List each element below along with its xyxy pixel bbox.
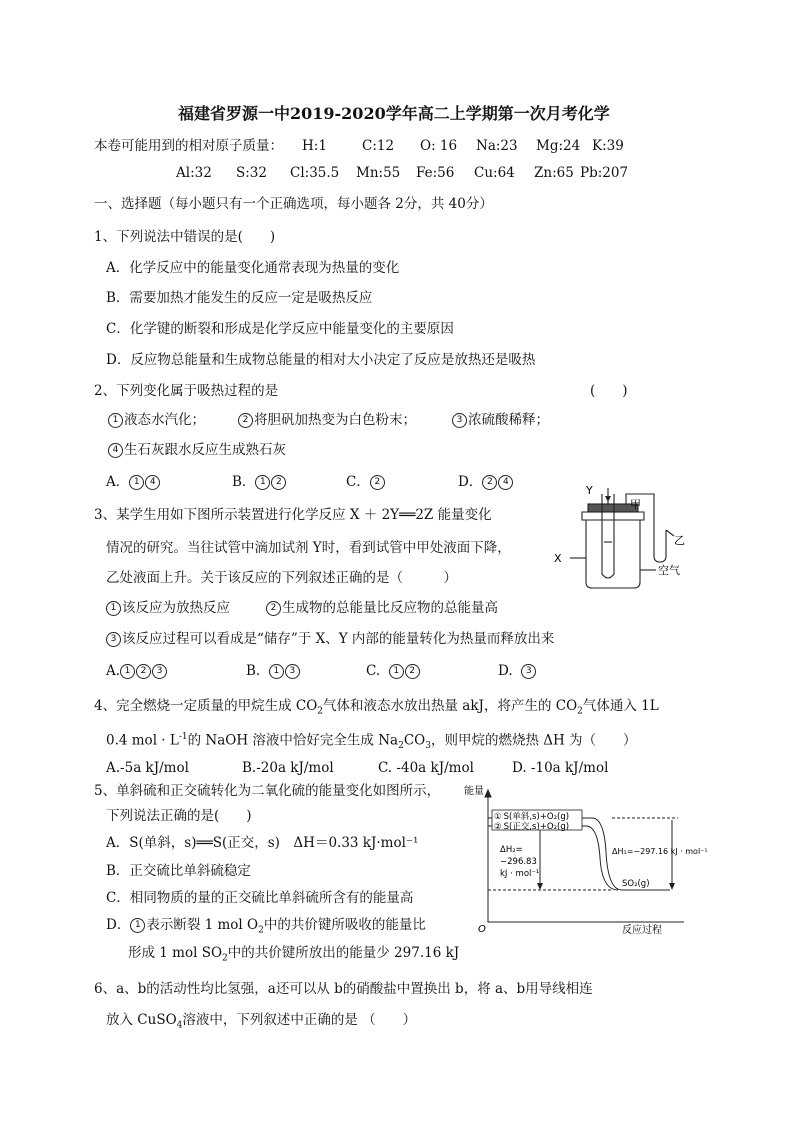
dh2-label-c: kJ · mol⁻¹	[500, 869, 540, 879]
q5-option-a: A．S(单斜，s)══S(正交，s) ΔH＝0.33 kJ·mol⁻¹	[106, 835, 419, 851]
q1-option-d: D．反应物总能量和生成物总能量的相对大小决定了反应是放热还是吸热	[106, 352, 536, 368]
atomic-mass-mn: Mn:55	[356, 165, 401, 181]
circled-2-icon: 2	[370, 475, 385, 490]
q2-statement-1: 1 液态水汽化；	[108, 410, 205, 430]
circled-4-icon: 4	[108, 443, 123, 458]
circled-1-icon: 1	[130, 918, 145, 933]
circled-1-icon: 1	[269, 664, 284, 679]
circled-3-icon: 3	[285, 664, 300, 679]
q5-energy-diagram	[462, 786, 708, 936]
circled-3-icon: 3	[106, 632, 121, 647]
figure-label-air: 空气	[658, 564, 680, 577]
q3-stem-line-1: 3、某学生用如下图所示装置进行化学反应 X ＋ 2Y══2Z 能量变化	[94, 507, 492, 523]
circled-2-icon: 2	[136, 664, 151, 679]
circled-2-icon: 2	[405, 664, 420, 679]
q4-stem-line-2: 0.4 mol · $L^{-1}$的 NaOH 溶液中恰好完全生成 $Na_2CO_3$，则甲烷的燃烧热 ΔH 为（ ）	[106, 732, 637, 752]
q2-statement-3: 3 浓硫酸稀释；	[452, 410, 549, 430]
atomic-mass-fe: Fe:56	[416, 165, 455, 181]
q1-option-b: B．需要加热才能发生的反应一定是吸热反应	[106, 290, 373, 306]
q3-statement-3: 3 该反应过程可以看成是“储存”于 X、Y 内部的能量转化为热量而释放出来	[106, 629, 554, 649]
circled-2-icon: 2	[482, 475, 497, 490]
dh1-arrow-icon	[669, 883, 675, 890]
circled-4-icon: 4	[498, 475, 513, 490]
atomic-mass-k: K:39	[592, 138, 624, 154]
q5-stem-line-1: 5、单斜硫和正交硫转化为二氧化硫的能量变化如图所示，	[94, 783, 441, 799]
figure-label-y: Y	[586, 484, 593, 497]
section-heading: 一、选择题（每小题只有一个正确选项，每小题各 2分，共 40分）	[94, 196, 493, 212]
atomic-mass-pb: Pb:207	[580, 165, 629, 181]
q5-option-c: C．相同物质的量的正交硫比单斜硫所含有的能量高	[106, 890, 414, 906]
atomic-mass-h: H:1	[302, 138, 327, 154]
atomic-mass-na: Na:23	[476, 138, 518, 154]
atomic-mass-s: S:32	[236, 165, 267, 181]
circled-3-icon: 3	[152, 664, 167, 679]
q4-option-a: A.-5a kJ/mol	[106, 760, 189, 776]
q5-option-d-line-2: 形成 1 mol $SO_2$中的共价键所放出的能量少 297.16 kJ	[128, 945, 460, 964]
circled-1-icon: 1	[389, 664, 404, 679]
atomic-mass-intro: 本卷可能用到的相对原子质量：	[94, 138, 283, 154]
q1-option-a: A．化学反应中的能量变化通常表现为热量的变化	[106, 260, 400, 276]
q2-option-a: A． 1 4	[106, 472, 161, 492]
q4-option-d: D. -10a kJ/mol	[512, 760, 609, 776]
q1-option-c: C．化学键的断裂和形成是化学反应中能量变化的主要原因	[106, 321, 454, 337]
dh1-label: ΔH₁=−297.16 kJ · mol⁻¹	[612, 847, 708, 856]
circled-3-icon: 3	[452, 413, 467, 428]
q3-stem-line-3: 乙处液面上升。关于该反应的下列叙述正确的是（ ）	[106, 570, 457, 586]
q3-apparatus-figure	[546, 482, 696, 596]
q3-option-c: C. 1 2	[366, 661, 421, 681]
q2-statement-2: 2 将胆矾加热变为白色粉末；	[238, 410, 416, 430]
figure-label-x: X	[554, 552, 562, 565]
circled-2-icon: 2	[271, 475, 286, 490]
circled-1-icon: 1	[255, 475, 270, 490]
circled-3-icon: 3	[521, 664, 536, 679]
dh2-arrow-icon	[537, 883, 543, 890]
dh2-label-a: ΔH₂=	[500, 845, 523, 855]
q2-answer-paren: ( )	[590, 383, 628, 399]
atomic-mass-c: C:12	[362, 138, 395, 154]
circled-1-icon: 1	[129, 475, 144, 490]
q3-stem-line-2: 情况的研究。当往试管中滴加试剂 Y时，看到试管中甲处液面下降，	[106, 540, 511, 556]
q6-stem-line-1: 6、a、b的活动性均比氢强，a还可以从 b的硝酸盐中置换出 b，将 a、b用导线相连	[94, 981, 593, 997]
q3-option-b: B. 1 3	[246, 661, 301, 681]
q2-option-b: B． 1 2	[232, 472, 287, 492]
circled-2-icon: 2	[266, 601, 281, 616]
energy-axis-label: 能量	[464, 786, 484, 797]
origin-label: O	[478, 924, 486, 935]
q2-statement-4: 4 生石灰跟水反应生成熟石灰	[108, 440, 286, 460]
q3-statement-1: 1 该反应为放热反应	[106, 598, 230, 618]
q3-statement-2: 2 生成物的总能量比反应物的总能量高	[266, 598, 498, 618]
page-title: 福建省罗源一中2019-2020学年高二上学期第一次月考化学	[178, 104, 610, 123]
atomic-mass-mg: Mg:24	[536, 138, 581, 154]
q1-stem: 1、下列说法中错误的是( )	[94, 229, 276, 245]
atomic-mass-cu: Cu:64	[474, 165, 515, 181]
q5-stem-line-2: 下列说法正确的是( )	[106, 808, 252, 824]
x-axis-label: 反应过程	[622, 925, 662, 936]
circled-1-icon: 1	[106, 601, 121, 616]
atomic-mass-o: O: 16	[420, 138, 458, 154]
q4-option-b: B.-20a kJ/mol	[242, 760, 334, 776]
q4-stem-line-1: 4、完全燃烧一定质量的甲烷生成 $CO_2$气体和液态水放出热量 akJ，将产生的 $CO_2$气体通入 1L	[94, 698, 659, 717]
circled-4-icon: 4	[145, 475, 160, 490]
dropper-arrow-icon	[605, 496, 611, 502]
q2-option-d: D． 2 4	[458, 472, 514, 492]
q4-option-c: C. -40a kJ/mol	[378, 760, 474, 776]
circled-1-icon: 1	[120, 664, 135, 679]
atomic-mass-cl: Cl:35.5	[290, 165, 340, 181]
q3-option-a: A. 1 2 3	[106, 661, 168, 681]
circled-2-icon: 2	[238, 413, 253, 428]
figure-label-jia: 甲	[630, 498, 641, 511]
atomic-mass-zn: Zn:65	[534, 165, 574, 181]
q6-stem-line-2: 放入 CuSO$_4$溶液中，下列叙述中正确的是 （ ）	[106, 1012, 417, 1031]
level-1-label: ① S(单斜,s)+O₂(g)	[494, 812, 570, 822]
q5-option-d-line-1: D． 1 表示断裂 1 mol $O_2$中的共价键所吸收的能量比	[106, 917, 426, 936]
atomic-mass-al: Al:32	[176, 165, 212, 181]
q5-option-b: B．正交硫比单斜硫稳定	[106, 863, 251, 879]
level-2-label: ② S(正交,s)+O₂(g)	[494, 822, 570, 832]
circled-1-icon: 1	[108, 413, 123, 428]
figure-label-yi: 乙	[674, 534, 685, 547]
product-label: SO₂(g)	[622, 879, 650, 889]
q3-option-d: D. 3	[498, 661, 537, 681]
q2-stem: 2、下列变化属于吸热过程的是	[94, 383, 279, 399]
dh2-label-b: −296.83	[500, 857, 537, 867]
q2-option-c: C． 2	[346, 472, 386, 492]
